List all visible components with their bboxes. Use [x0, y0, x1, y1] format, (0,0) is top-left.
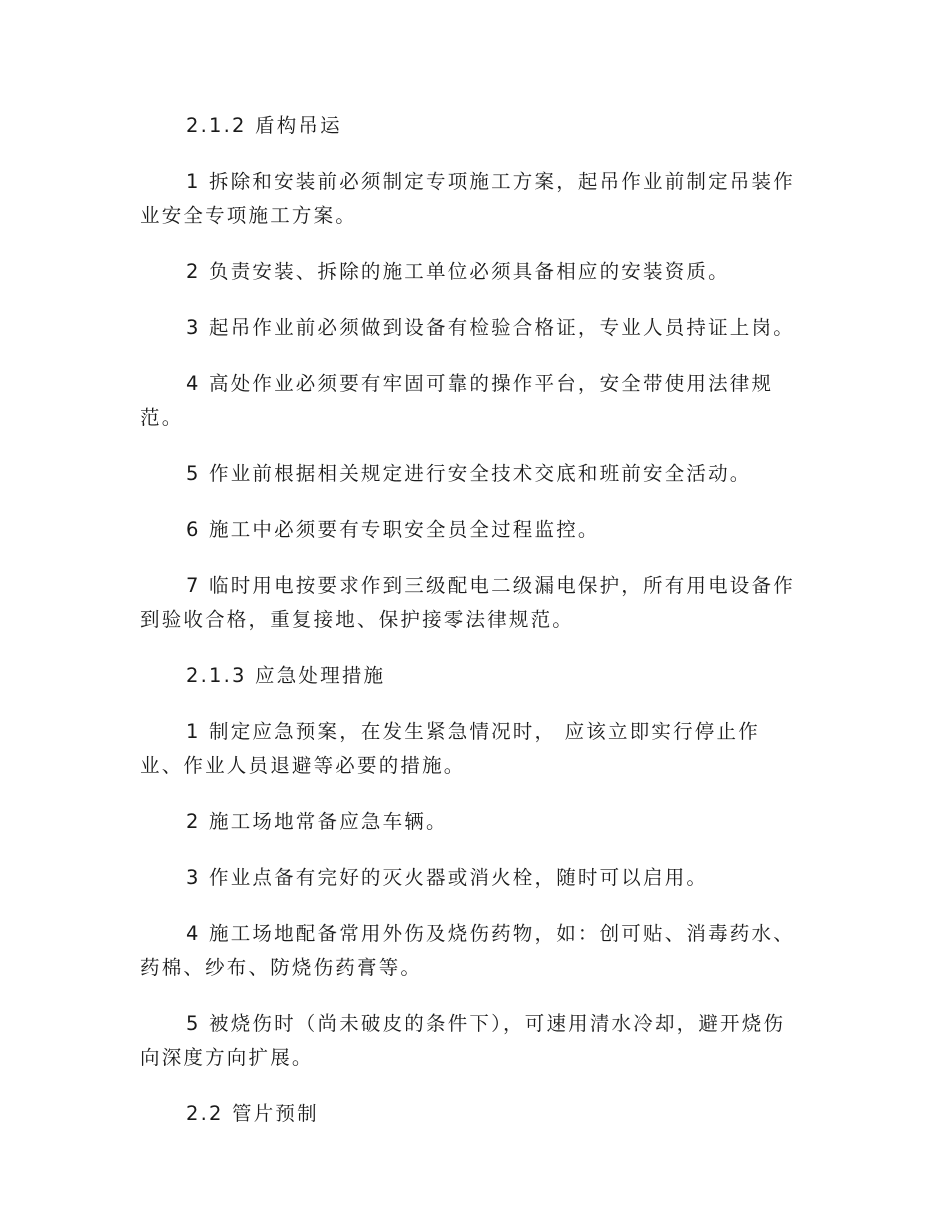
section-heading-2-1-2: 2.1.2 盾构吊运 [186, 114, 342, 137]
section-heading-2-1-3: 2.1.3 应急处理措施 [186, 664, 386, 687]
paragraph-emergency-3: 3 作业点备有完好的灭火器或消火栓，随时可以启用。 [186, 866, 709, 889]
paragraph-emergency-5: 5 被烧伤时（尚未破皮的条件下），可速用清水冷却，避开烧伤向深度方向扩展。 [140, 1012, 786, 1069]
paragraph-item-1: 1 拆除和安装前必须制定专项施工方案，起吊作业前制定吊装作业安全专项施工方案。 [140, 170, 795, 227]
section-heading-2-2: 2.2 管片预制 [186, 1102, 319, 1125]
paragraph-emergency-2: 2 施工场地常备应急车辆。 [186, 810, 448, 833]
paragraph-item-4: 4 高处作业必须要有牢固可靠的操作平台，安全带使用法律规范。 [140, 372, 774, 429]
paragraph-item-7: 7 临时用电按要求作到三级配电二级漏电保护，所有用电设备作到验收合格，重复接地、保护接零法律规范。 [140, 574, 795, 631]
paragraph-emergency-4: 4 施工场地配备常用外伤及烧伤药物，如：创可贴、消毒药水、药棉、纱布、防烧伤药膏等。 [140, 922, 795, 979]
paragraph-item-5: 5 作业前根据相关规定进行安全技术交底和班前安全活动。 [186, 462, 752, 485]
paragraph-item-3: 3 起吊作业前必须做到设备有检验合格证，专业人员持证上岗。 [186, 316, 795, 339]
paragraph-emergency-1: 1 制定应急预案，在发生紧急情况时， 应该立即实行停止作业、作业人员退避等必要的措施。 [140, 720, 760, 777]
paragraph-item-6: 6 施工中必须要有专职安全员全过程监控。 [186, 518, 600, 541]
paragraph-item-2: 2 负责安装、拆除的施工单位必须具备相应的安装资质。 [186, 260, 730, 283]
